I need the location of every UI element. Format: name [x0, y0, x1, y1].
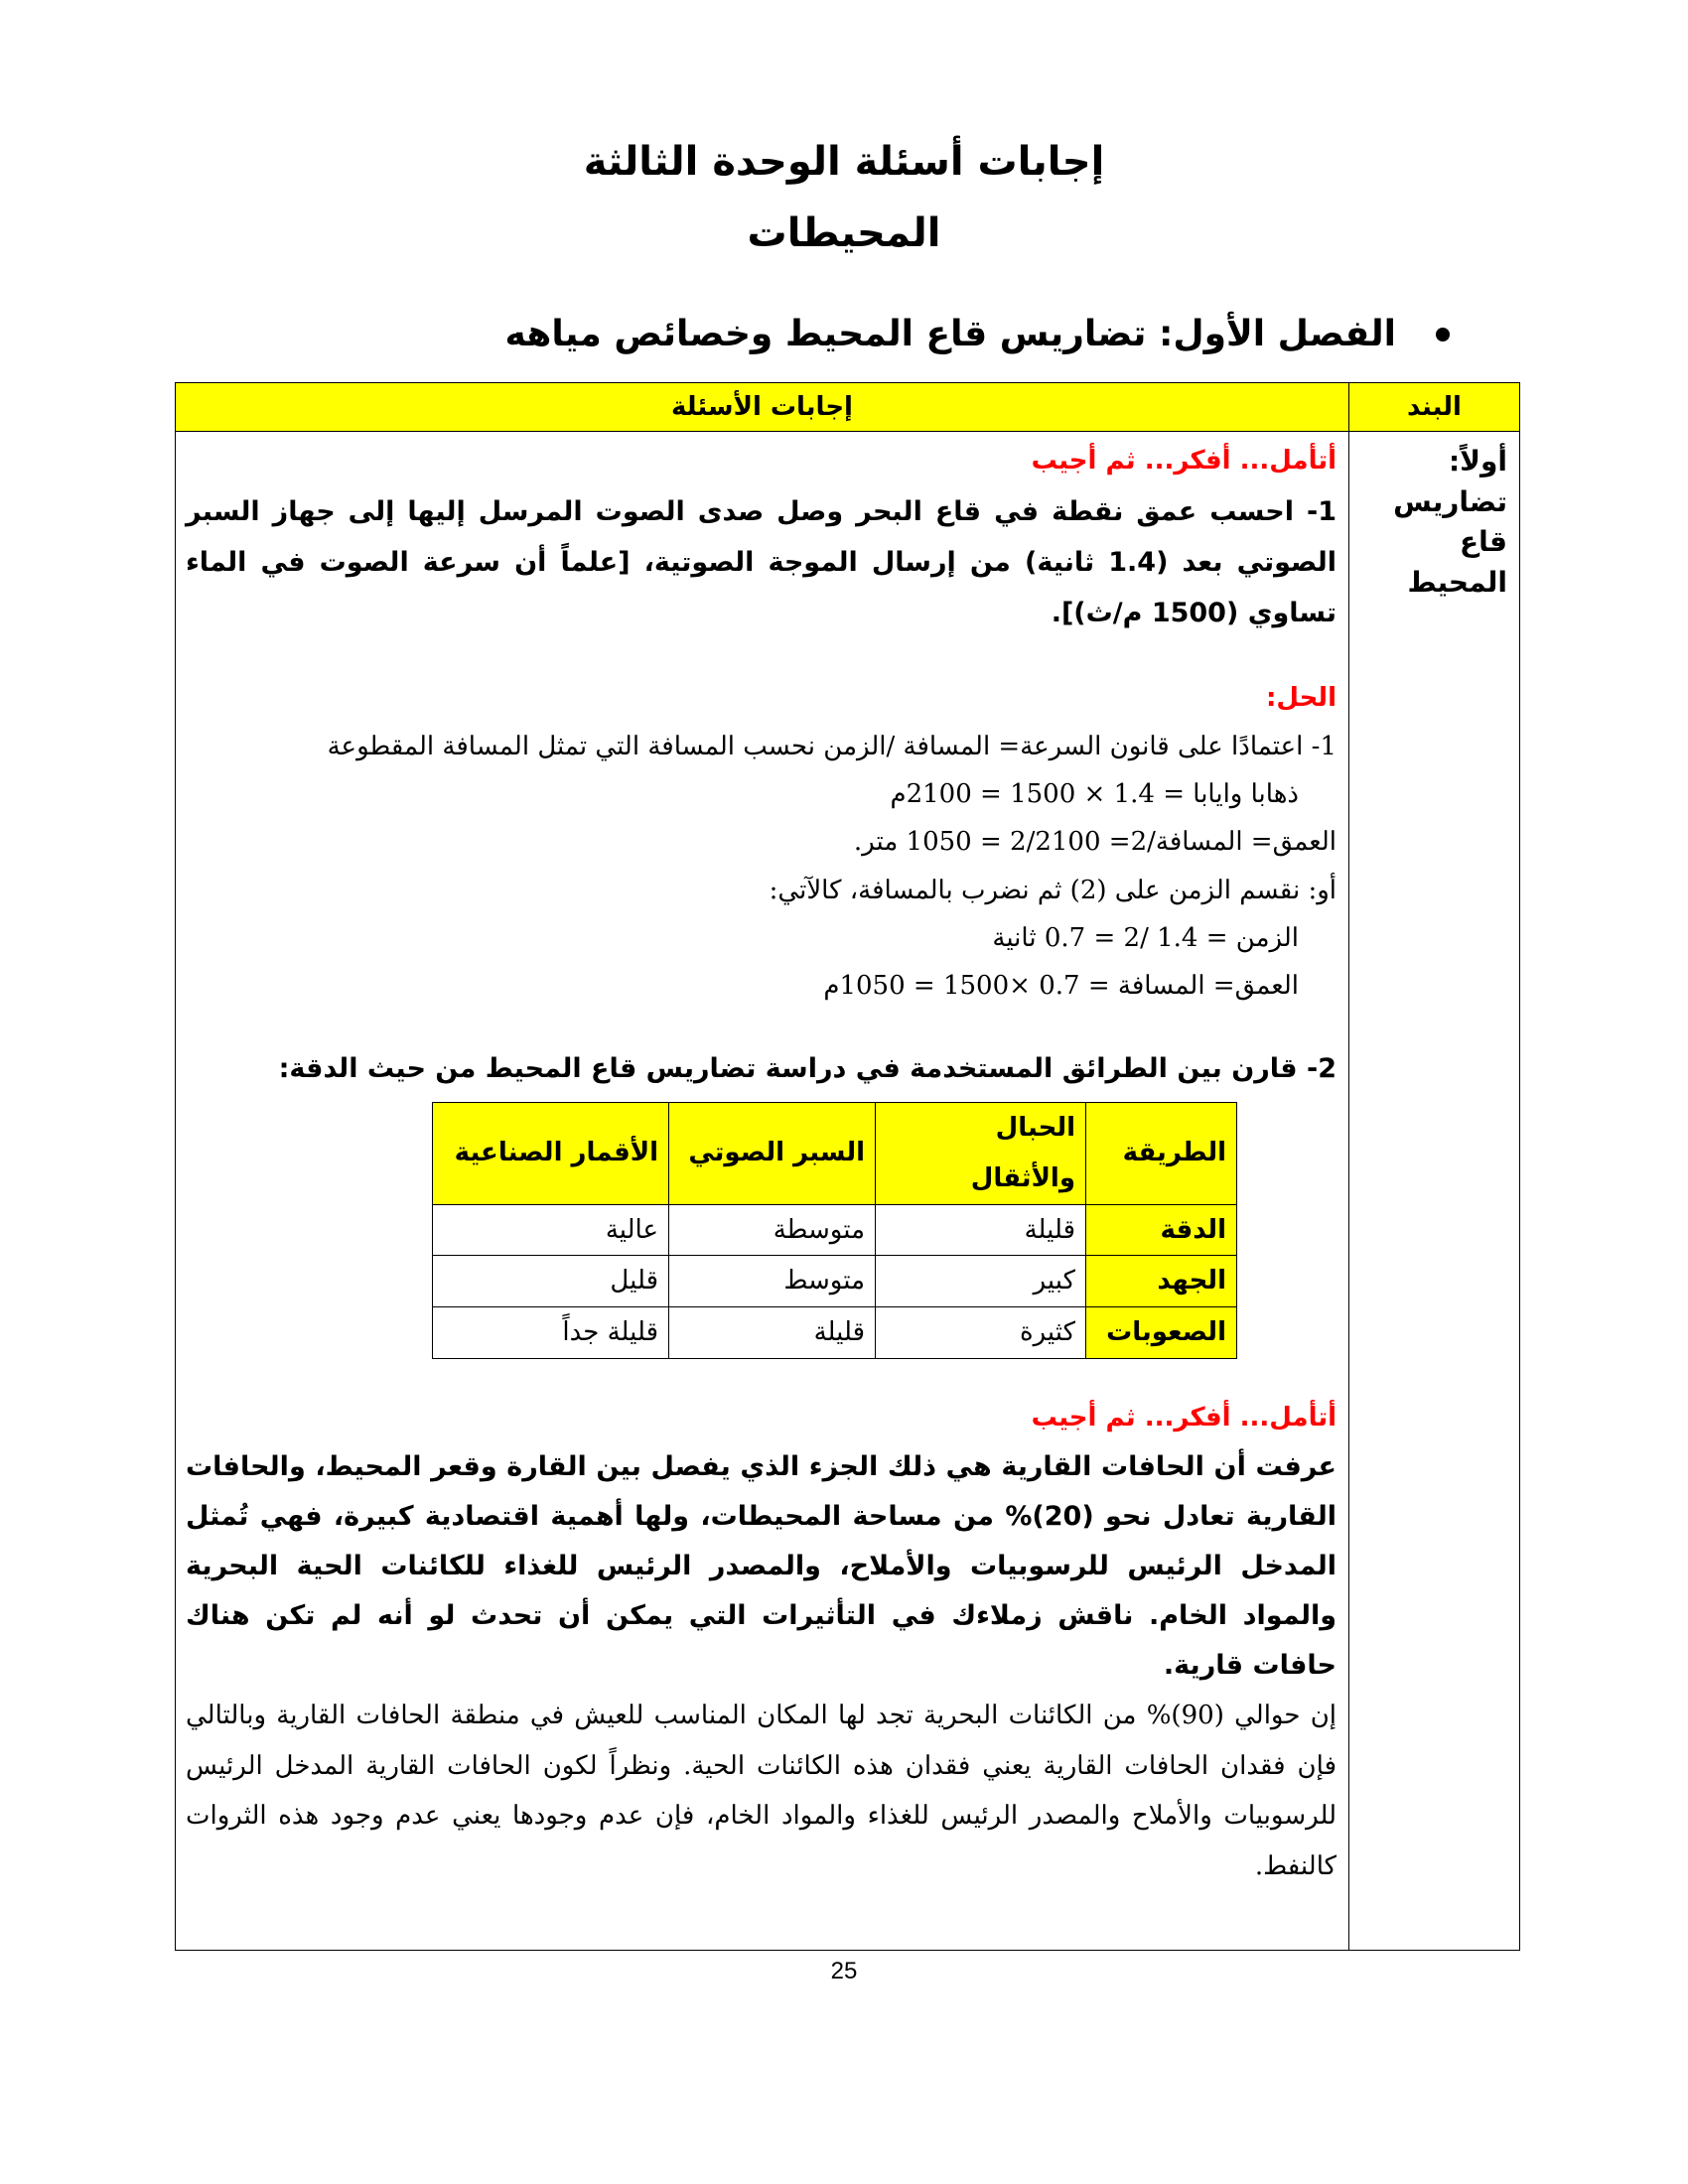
comparison-row-label: الجهد — [1086, 1256, 1237, 1307]
comparison-row — [433, 1256, 1237, 1307]
item-label-line1: أولاً: — [1448, 445, 1507, 478]
page-number: 25 — [830, 1958, 858, 1984]
comparison-row — [433, 1204, 1237, 1256]
answers-table-header-row — [176, 383, 1520, 432]
page-subtitle: المحيطات — [747, 210, 941, 256]
question-1: 1- احسب عمق نقطة في قاع البحر وصل صدى الصوت المرسل إليها إلى جهاز السبر الصوتي بعد (1.4 ثانية) من إرسال الموجة الصوتية، [علماً أن سرعة الصوت في الماء تساوي (1500 م/ث)]. — [186, 495, 1337, 629]
comparison-row — [433, 1306, 1237, 1358]
item-label-line2: تضاريس — [1393, 484, 1507, 518]
comparison-cell: كثيرة — [876, 1306, 1086, 1358]
comparison-cell: كبير — [876, 1256, 1086, 1307]
comparison-cell: قليل — [433, 1256, 669, 1307]
comparison-header-cell: السبر الصوتي — [669, 1103, 876, 1204]
reflect-label-2: أتأمل... أفكر... ثم أجيب — [1031, 1402, 1336, 1433]
comparison-cell: متوسط — [669, 1256, 876, 1307]
bullet-icon — [1436, 328, 1450, 341]
comparison-cell: قليلة جداً — [433, 1306, 669, 1358]
question-3: عرفت أن الحافات القارية هي ذلك الجزء الذي يفصل بين القارة وقعر المحيط، والحافات القارية تعادل نحو (20)% من مساحة المحيطات، ولها أهمية اقتصادية كبيرة، فهي تُمثل المدخل الرئيس للرسوبيات والأملاح، والمصدر الرئيس للغذاء للكائنات الحية البحرية والمواد الخام. ناقش زملاءك في التأثيرات التي يمكن أن تحدث لو أنه لم تكن هناك حافات قارية. — [186, 1451, 1337, 1681]
solution-line: العمق= المسافة/2= 2/2100 = 1050 متر. — [853, 827, 1336, 858]
item-column-header: البند — [1349, 383, 1520, 432]
comparison-table — [432, 1102, 1237, 1358]
comparison-row-label: الصعوبات — [1086, 1306, 1237, 1358]
comparison-cell: متوسطة — [669, 1204, 876, 1256]
solution-line: أو: نقسم الزمن على (2) ثم نضرب بالمسافة، كالآتي: — [769, 875, 1336, 905]
solution-line: الزمن = 1.4 /2 = 0.7 ثانية — [992, 922, 1299, 953]
comparison-header-row — [433, 1103, 1237, 1204]
page-title: إجابات أسئلة الوحدة الثالثة — [583, 139, 1105, 185]
solution-line: ذهابا وايابا = 1.4 × 1500 = 2100م — [890, 779, 1299, 810]
comparison-cell: قليلة — [669, 1306, 876, 1358]
item-cell — [1349, 432, 1520, 1951]
answer-cell — [176, 432, 1349, 1951]
solution-line: العمق= المسافة = 0.7 ×1500 = 1050م — [823, 970, 1299, 1001]
answers-table-row — [176, 432, 1520, 1951]
comparison-cell: قليلة — [876, 1204, 1086, 1256]
chapter-heading — [505, 314, 1450, 354]
reflect-label: أتأمل... أفكر... ثم أجيب — [1031, 446, 1336, 476]
solution-line: 1- اعتمادًا على قانون السرعة= المسافة /الزمن نحسب المسافة التي تمثل المسافة المقطوعة — [327, 732, 1336, 762]
comparison-cell: عالية — [433, 1204, 669, 1256]
answer-3: إن حوالي (90)% من الكائنات البحرية تجد لها المكان المناسب للعيش في منطقة الحافات القارية وبالتالي فإن فقدان الحافات القارية يعني فقدان هذه الكائنات الحية. ونظراً لكون الحافات القارية المدخل الرئيس للرسوبيات والأملاح والمصدر الرئيس للغذاء والمواد الخام، فإن عدم وجودها يعني عدم وجود هذه الثروات كالنفط. — [186, 1700, 1337, 1881]
answers-column-header: إجابات الأسئلة — [176, 383, 1349, 432]
answers-table — [175, 382, 1520, 1951]
question-2: 2- قارن بين الطرائق المستخدمة في دراسة تضاريس قاع المحيط من حيث الدقة: — [278, 1052, 1336, 1084]
comparison-header-cell: الطريقة — [1086, 1103, 1237, 1204]
solution-label: الحل: — [1265, 682, 1336, 713]
comparison-row-label: الدقة — [1086, 1204, 1237, 1256]
chapter-heading-text: الفصل الأول: تضاريس قاع المحيط وخصائص مياهه — [504, 314, 1396, 354]
comparison-header-cell: الأقمار الصناعية — [433, 1103, 669, 1204]
item-label-line3: قاع المحيط — [1407, 525, 1507, 599]
comparison-header-cell: الحبال والأثقال — [876, 1103, 1086, 1204]
